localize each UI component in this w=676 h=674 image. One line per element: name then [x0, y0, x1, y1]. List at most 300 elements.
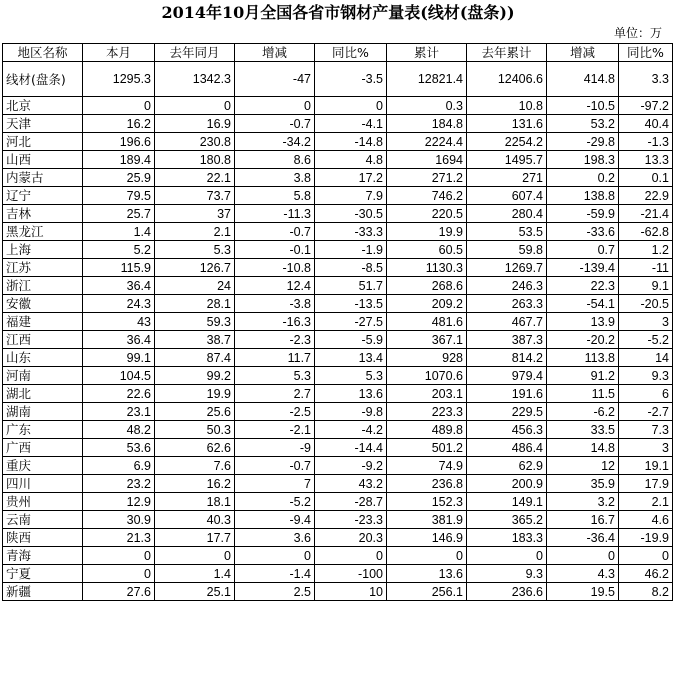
- header-cumulative-yoy-percent: 同比%: [619, 44, 673, 62]
- value-cell: 14.8: [547, 439, 619, 457]
- region-cell: 吉林: [3, 205, 83, 223]
- value-cell: 16.2: [83, 115, 155, 133]
- value-cell: 189.4: [83, 151, 155, 169]
- value-cell: 74.9: [387, 457, 467, 475]
- value-cell: 1342.3: [155, 62, 235, 97]
- value-cell: 11.5: [547, 385, 619, 403]
- value-cell: 2.5: [235, 583, 315, 601]
- value-cell: -10.5: [547, 97, 619, 115]
- value-cell: 7.3: [619, 421, 673, 439]
- table-row: [3, 403, 673, 421]
- value-cell: 2.1: [155, 223, 235, 241]
- value-cell: -23.3: [315, 511, 387, 529]
- value-cell: 3: [619, 439, 673, 457]
- value-cell: 113.8: [547, 349, 619, 367]
- table-row: [3, 475, 673, 493]
- value-cell: 1070.6: [387, 367, 467, 385]
- value-cell: 18.1: [155, 493, 235, 511]
- value-cell: 501.2: [387, 439, 467, 457]
- value-cell: 104.5: [83, 367, 155, 385]
- region-cell: 河北: [3, 133, 83, 151]
- value-cell: -3.8: [235, 295, 315, 313]
- value-cell: 381.9: [387, 511, 467, 529]
- value-cell: 5.2: [83, 241, 155, 259]
- value-cell: 746.2: [387, 187, 467, 205]
- value-cell: -6.2: [547, 403, 619, 421]
- region-cell: 安徽: [3, 295, 83, 313]
- value-cell: 0.2: [547, 169, 619, 187]
- region-cell: 四川: [3, 475, 83, 493]
- value-cell: 59.8: [467, 241, 547, 259]
- value-cell: 184.8: [387, 115, 467, 133]
- value-cell: 203.1: [387, 385, 467, 403]
- value-cell: 2.1: [619, 493, 673, 511]
- value-cell: 27.6: [83, 583, 155, 601]
- table-row: [3, 493, 673, 511]
- value-cell: 263.3: [467, 295, 547, 313]
- table-row: [3, 529, 673, 547]
- value-cell: -30.5: [315, 205, 387, 223]
- region-cell: 重庆: [3, 457, 83, 475]
- value-cell: -1.9: [315, 241, 387, 259]
- value-cell: -2.3: [235, 331, 315, 349]
- region-cell: 线材(盘条): [3, 62, 83, 97]
- value-cell: -0.7: [235, 223, 315, 241]
- value-cell: 9.3: [467, 565, 547, 583]
- value-cell: 16.2: [155, 475, 235, 493]
- value-cell: 8.6: [235, 151, 315, 169]
- table-body: [3, 62, 673, 601]
- value-cell: 0: [315, 547, 387, 565]
- region-cell: 新疆: [3, 583, 83, 601]
- value-cell: 53.2: [547, 115, 619, 133]
- value-cell: 25.6: [155, 403, 235, 421]
- region-cell: 山东: [3, 349, 83, 367]
- header-cumulative: 累计: [387, 44, 467, 62]
- value-cell: -14.8: [315, 133, 387, 151]
- value-cell: 4.6: [619, 511, 673, 529]
- value-cell: 19.5: [547, 583, 619, 601]
- header-last-year-month: 去年同月: [155, 44, 235, 62]
- region-cell: 湖北: [3, 385, 83, 403]
- value-cell: -1.3: [619, 133, 673, 151]
- value-cell: 13.3: [619, 151, 673, 169]
- value-cell: -1.4: [235, 565, 315, 583]
- value-cell: 62.9: [467, 457, 547, 475]
- region-cell: 贵州: [3, 493, 83, 511]
- value-cell: 99.1: [83, 349, 155, 367]
- value-cell: 20.3: [315, 529, 387, 547]
- value-cell: -5.9: [315, 331, 387, 349]
- value-cell: -9.4: [235, 511, 315, 529]
- value-cell: 280.4: [467, 205, 547, 223]
- value-cell: 28.1: [155, 295, 235, 313]
- value-cell: 22.9: [619, 187, 673, 205]
- value-cell: -54.1: [547, 295, 619, 313]
- value-cell: 22.1: [155, 169, 235, 187]
- value-cell: 59.3: [155, 313, 235, 331]
- table-row: [3, 367, 673, 385]
- value-cell: 16.7: [547, 511, 619, 529]
- value-cell: 8.2: [619, 583, 673, 601]
- value-cell: 60.5: [387, 241, 467, 259]
- header-yoy-percent: 同比%: [315, 44, 387, 62]
- value-cell: 191.6: [467, 385, 547, 403]
- value-cell: 0: [235, 97, 315, 115]
- region-cell: 山西: [3, 151, 83, 169]
- value-cell: -97.2: [619, 97, 673, 115]
- value-cell: 230.8: [155, 133, 235, 151]
- value-cell: 198.3: [547, 151, 619, 169]
- value-cell: 5.3: [155, 241, 235, 259]
- value-cell: -2.1: [235, 421, 315, 439]
- value-cell: 200.9: [467, 475, 547, 493]
- region-cell: 浙江: [3, 277, 83, 295]
- value-cell: 19.9: [387, 223, 467, 241]
- value-cell: 12.4: [235, 277, 315, 295]
- region-cell: 云南: [3, 511, 83, 529]
- value-cell: 1295.3: [83, 62, 155, 97]
- value-cell: -3.5: [315, 62, 387, 97]
- region-cell: 广东: [3, 421, 83, 439]
- table-row: [3, 457, 673, 475]
- table-row: [3, 277, 673, 295]
- value-cell: 456.3: [467, 421, 547, 439]
- value-cell: 196.6: [83, 133, 155, 151]
- value-cell: 0.7: [547, 241, 619, 259]
- value-cell: 12406.6: [467, 62, 547, 97]
- table-row: [3, 187, 673, 205]
- value-cell: 0: [315, 97, 387, 115]
- table-row: [3, 259, 673, 277]
- value-cell: 0: [83, 547, 155, 565]
- value-cell: 6: [619, 385, 673, 403]
- value-cell: 3.2: [547, 493, 619, 511]
- value-cell: 152.3: [387, 493, 467, 511]
- header-this-month: 本月: [83, 44, 155, 62]
- header-last-year-cumulative: 去年累计: [467, 44, 547, 62]
- value-cell: 209.2: [387, 295, 467, 313]
- value-cell: 229.5: [467, 403, 547, 421]
- value-cell: -13.5: [315, 295, 387, 313]
- table-row: [3, 241, 673, 259]
- table-row: [3, 97, 673, 115]
- value-cell: 481.6: [387, 313, 467, 331]
- value-cell: 50.3: [155, 421, 235, 439]
- value-cell: 149.1: [467, 493, 547, 511]
- value-cell: -0.7: [235, 457, 315, 475]
- value-cell: 13.9: [547, 313, 619, 331]
- value-cell: 24.3: [83, 295, 155, 313]
- header-cumulative-change: 增减: [547, 44, 619, 62]
- value-cell: 62.6: [155, 439, 235, 457]
- value-cell: 3.3: [619, 62, 673, 97]
- value-cell: 21.3: [83, 529, 155, 547]
- table-row: [3, 313, 673, 331]
- header-region: 地区名称: [3, 44, 83, 62]
- value-cell: 138.8: [547, 187, 619, 205]
- value-cell: 46.2: [619, 565, 673, 583]
- value-cell: 79.5: [83, 187, 155, 205]
- value-cell: 246.3: [467, 277, 547, 295]
- value-cell: 979.4: [467, 367, 547, 385]
- value-cell: 36.4: [83, 277, 155, 295]
- value-cell: 183.3: [467, 529, 547, 547]
- value-cell: 131.6: [467, 115, 547, 133]
- value-cell: 271: [467, 169, 547, 187]
- value-cell: -10.8: [235, 259, 315, 277]
- table-row: [3, 385, 673, 403]
- value-cell: -4.1: [315, 115, 387, 133]
- value-cell: 33.5: [547, 421, 619, 439]
- value-cell: 24: [155, 277, 235, 295]
- region-cell: 黑龙江: [3, 223, 83, 241]
- value-cell: 0: [467, 547, 547, 565]
- region-cell: 河南: [3, 367, 83, 385]
- region-cell: 北京: [3, 97, 83, 115]
- value-cell: 1.4: [155, 565, 235, 583]
- value-cell: 23.1: [83, 403, 155, 421]
- value-cell: 11.7: [235, 349, 315, 367]
- value-cell: 73.7: [155, 187, 235, 205]
- value-cell: -0.7: [235, 115, 315, 133]
- value-cell: -9.8: [315, 403, 387, 421]
- value-cell: 23.2: [83, 475, 155, 493]
- value-cell: 814.2: [467, 349, 547, 367]
- value-cell: 1694: [387, 151, 467, 169]
- value-cell: -139.4: [547, 259, 619, 277]
- value-cell: 35.9: [547, 475, 619, 493]
- value-cell: 2254.2: [467, 133, 547, 151]
- table-row: [3, 439, 673, 457]
- value-cell: 16.9: [155, 115, 235, 133]
- region-cell: 天津: [3, 115, 83, 133]
- value-cell: 43.2: [315, 475, 387, 493]
- table-row: [3, 205, 673, 223]
- value-cell: 0: [235, 547, 315, 565]
- value-cell: 13.6: [387, 565, 467, 583]
- value-cell: 126.7: [155, 259, 235, 277]
- value-cell: -19.9: [619, 529, 673, 547]
- region-cell: 江苏: [3, 259, 83, 277]
- table-row: [3, 421, 673, 439]
- value-cell: 17.9: [619, 475, 673, 493]
- value-cell: 7.9: [315, 187, 387, 205]
- value-cell: 3: [619, 313, 673, 331]
- value-cell: 38.7: [155, 331, 235, 349]
- value-cell: 146.9: [387, 529, 467, 547]
- value-cell: 0: [83, 97, 155, 115]
- unit-label: 单位：万: [613, 26, 662, 40]
- value-cell: 220.5: [387, 205, 467, 223]
- region-cell: 宁夏: [3, 565, 83, 583]
- region-cell: 内蒙古: [3, 169, 83, 187]
- production-table: [2, 43, 673, 601]
- value-cell: 12821.4: [387, 62, 467, 97]
- value-cell: -2.7: [619, 403, 673, 421]
- value-cell: 1.4: [83, 223, 155, 241]
- value-cell: -33.6: [547, 223, 619, 241]
- value-cell: 22.3: [547, 277, 619, 295]
- value-cell: -20.2: [547, 331, 619, 349]
- table-row: [3, 565, 673, 583]
- value-cell: -5.2: [619, 331, 673, 349]
- value-cell: 40.3: [155, 511, 235, 529]
- value-cell: 14: [619, 349, 673, 367]
- value-cell: 53.5: [467, 223, 547, 241]
- value-cell: -16.3: [235, 313, 315, 331]
- value-cell: 365.2: [467, 511, 547, 529]
- value-cell: 0.3: [387, 97, 467, 115]
- value-cell: 0: [83, 565, 155, 583]
- value-cell: -28.7: [315, 493, 387, 511]
- value-cell: 12.9: [83, 493, 155, 511]
- table-row: [3, 223, 673, 241]
- value-cell: 7.6: [155, 457, 235, 475]
- value-cell: -59.9: [547, 205, 619, 223]
- value-cell: 10: [315, 583, 387, 601]
- value-cell: -0.1: [235, 241, 315, 259]
- value-cell: 486.4: [467, 439, 547, 457]
- value-cell: 467.7: [467, 313, 547, 331]
- value-cell: 1269.7: [467, 259, 547, 277]
- value-cell: 17.7: [155, 529, 235, 547]
- value-cell: -27.5: [315, 313, 387, 331]
- value-cell: -11: [619, 259, 673, 277]
- value-cell: 17.2: [315, 169, 387, 187]
- value-cell: 489.8: [387, 421, 467, 439]
- value-cell: 0: [155, 97, 235, 115]
- value-cell: 0.1: [619, 169, 673, 187]
- value-cell: 387.3: [467, 331, 547, 349]
- value-cell: -4.2: [315, 421, 387, 439]
- table-row: [3, 62, 673, 97]
- value-cell: 25.9: [83, 169, 155, 187]
- header-change: 增减: [235, 44, 315, 62]
- value-cell: 2224.4: [387, 133, 467, 151]
- value-cell: 115.9: [83, 259, 155, 277]
- value-cell: -2.5: [235, 403, 315, 421]
- table-row: [3, 331, 673, 349]
- value-cell: 99.2: [155, 367, 235, 385]
- value-cell: 268.6: [387, 277, 467, 295]
- value-cell: 1495.7: [467, 151, 547, 169]
- value-cell: 19.1: [619, 457, 673, 475]
- value-cell: -9: [235, 439, 315, 457]
- table-row: [3, 349, 673, 367]
- value-cell: 6.9: [83, 457, 155, 475]
- value-cell: 0: [619, 547, 673, 565]
- table-row: [3, 295, 673, 313]
- value-cell: 51.7: [315, 277, 387, 295]
- value-cell: 13.6: [315, 385, 387, 403]
- region-cell: 广西: [3, 439, 83, 457]
- value-cell: 256.1: [387, 583, 467, 601]
- region-cell: 青海: [3, 547, 83, 565]
- value-cell: 19.9: [155, 385, 235, 403]
- value-cell: 43: [83, 313, 155, 331]
- value-cell: -21.4: [619, 205, 673, 223]
- value-cell: 928: [387, 349, 467, 367]
- value-cell: -47: [235, 62, 315, 97]
- value-cell: 13.4: [315, 349, 387, 367]
- header-row: [3, 44, 673, 62]
- value-cell: 367.1: [387, 331, 467, 349]
- value-cell: -20.5: [619, 295, 673, 313]
- value-cell: 180.8: [155, 151, 235, 169]
- value-cell: 236.8: [387, 475, 467, 493]
- value-cell: 40.4: [619, 115, 673, 133]
- value-cell: -11.3: [235, 205, 315, 223]
- value-cell: -34.2: [235, 133, 315, 151]
- region-cell: 上海: [3, 241, 83, 259]
- value-cell: 0: [387, 547, 467, 565]
- table-row: [3, 169, 673, 187]
- value-cell: 48.2: [83, 421, 155, 439]
- value-cell: 37: [155, 205, 235, 223]
- value-cell: 5.3: [235, 367, 315, 385]
- value-cell: -5.2: [235, 493, 315, 511]
- value-cell: -29.8: [547, 133, 619, 151]
- value-cell: 1130.3: [387, 259, 467, 277]
- table-row: [3, 115, 673, 133]
- region-cell: 辽宁: [3, 187, 83, 205]
- value-cell: 30.9: [83, 511, 155, 529]
- value-cell: 22.6: [83, 385, 155, 403]
- value-cell: 91.2: [547, 367, 619, 385]
- table-row: [3, 511, 673, 529]
- region-cell: 湖南: [3, 403, 83, 421]
- value-cell: 7: [235, 475, 315, 493]
- region-cell: 陕西: [3, 529, 83, 547]
- value-cell: 10.8: [467, 97, 547, 115]
- value-cell: 1.2: [619, 241, 673, 259]
- value-cell: 12: [547, 457, 619, 475]
- value-cell: 0: [155, 547, 235, 565]
- value-cell: 0: [547, 547, 619, 565]
- value-cell: 271.2: [387, 169, 467, 187]
- table-row: [3, 547, 673, 565]
- value-cell: -8.5: [315, 259, 387, 277]
- value-cell: 3.8: [235, 169, 315, 187]
- value-cell: 36.4: [83, 331, 155, 349]
- value-cell: 4.8: [315, 151, 387, 169]
- value-cell: 9.1: [619, 277, 673, 295]
- table-row: [3, 133, 673, 151]
- region-cell: 江西: [3, 331, 83, 349]
- value-cell: 3.6: [235, 529, 315, 547]
- table-row: [3, 151, 673, 169]
- value-cell: 53.6: [83, 439, 155, 457]
- value-cell: -33.3: [315, 223, 387, 241]
- value-cell: 87.4: [155, 349, 235, 367]
- value-cell: -14.4: [315, 439, 387, 457]
- value-cell: 414.8: [547, 62, 619, 97]
- value-cell: 9.3: [619, 367, 673, 385]
- value-cell: 25.1: [155, 583, 235, 601]
- value-cell: 4.3: [547, 565, 619, 583]
- value-cell: 2.7: [235, 385, 315, 403]
- table-row: [3, 583, 673, 601]
- value-cell: -100: [315, 565, 387, 583]
- value-cell: -62.8: [619, 223, 673, 241]
- region-cell: 福建: [3, 313, 83, 331]
- value-cell: -9.2: [315, 457, 387, 475]
- value-cell: 25.7: [83, 205, 155, 223]
- value-cell: 5.8: [235, 187, 315, 205]
- value-cell: 236.6: [467, 583, 547, 601]
- value-cell: 223.3: [387, 403, 467, 421]
